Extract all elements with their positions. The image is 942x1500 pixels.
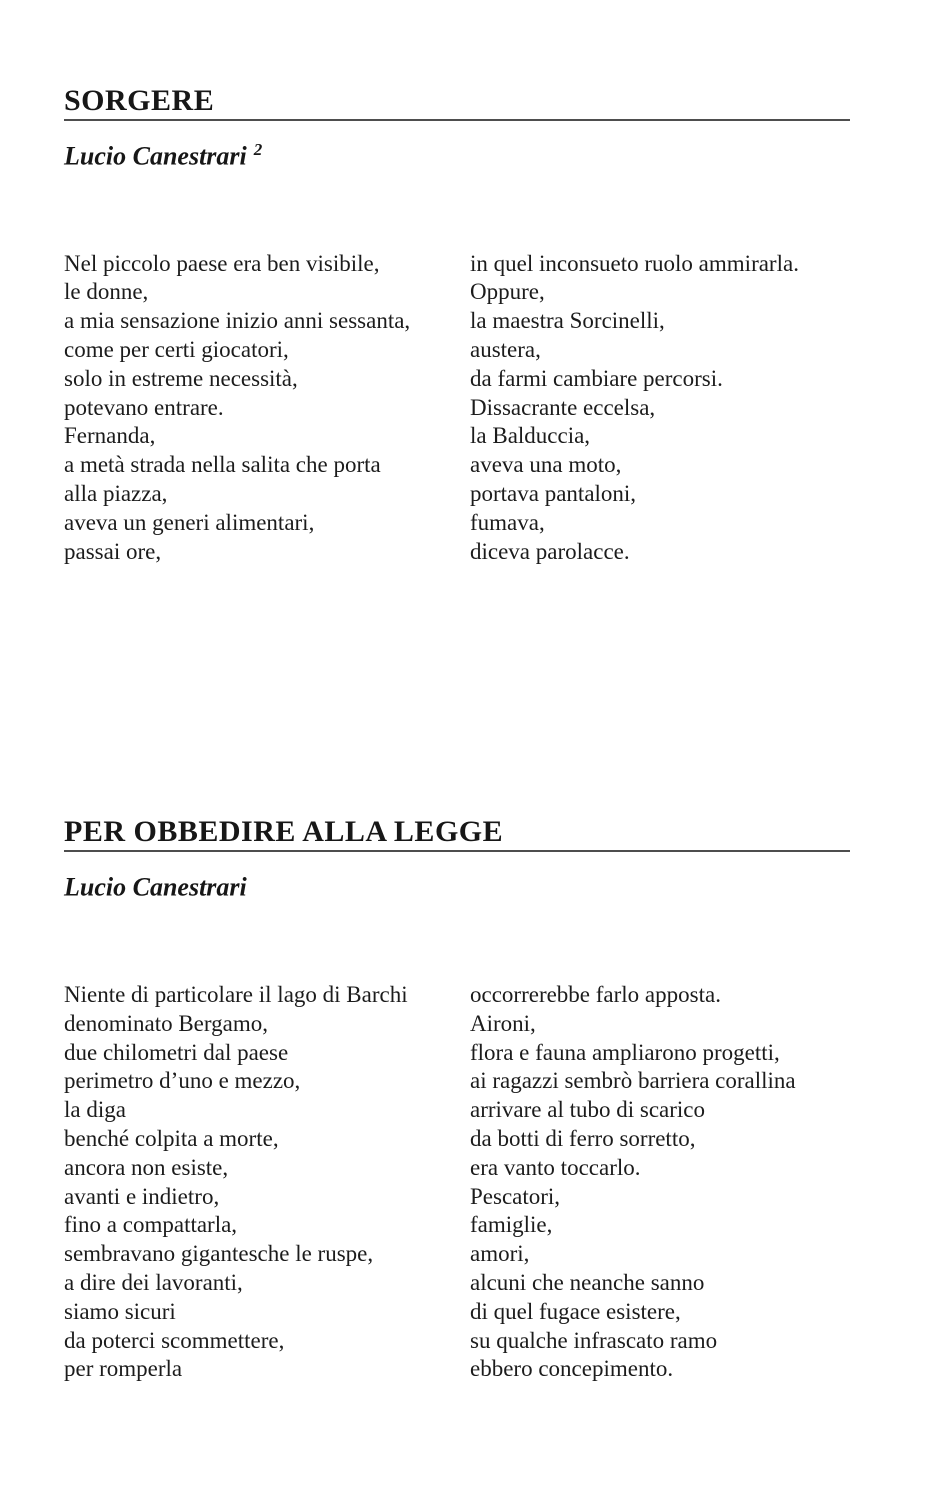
poem-line: famiglie, [470, 1212, 553, 1238]
poem-section-per-obbedire-alla-legge [64, 815, 850, 1384]
poem-title: PER OBBEDIRE ALLA LEGGE [64, 815, 504, 849]
poem-line: solo in estreme necessità, [64, 365, 298, 391]
poem-line: Aironi, [470, 1010, 536, 1036]
poem-line: la diga [64, 1097, 126, 1123]
poem-line: avanti e indietro, [64, 1183, 220, 1209]
poem-line: arrivare al tubo di scarico [470, 1097, 705, 1123]
poem-line: potevano entrare. [64, 394, 224, 420]
title-rule [64, 850, 850, 852]
poem-column-right [470, 250, 850, 567]
poem-line: di quel fugace esistere, [470, 1298, 681, 1324]
poem-line: da poterci scommettere, [64, 1327, 285, 1353]
poem-column-right [470, 981, 850, 1384]
poem-line: denominato Bergamo, [64, 1010, 268, 1036]
poem-line: ai ragazzi sembrò barriera corallina [470, 1068, 796, 1094]
poem-line: Dissacrante eccelsa, [470, 394, 656, 420]
poem-line: siamo sicuri [64, 1298, 176, 1324]
poem-title: SORGERE [64, 84, 215, 117]
poem-line: amori, [470, 1241, 530, 1267]
author-name: Lucio Canestrari [64, 141, 247, 171]
poem-column-left [64, 981, 470, 1384]
poem-author [64, 866, 850, 903]
poem-line: le donne, [64, 279, 149, 305]
poem-line: fumava, [470, 509, 545, 535]
poem-line: occorrerebbe farlo apposta. [470, 982, 721, 1008]
poem-line: fino a compattarla, [64, 1212, 238, 1238]
poem-line: Niente di particolare il lago di Barchi [64, 982, 408, 1008]
poem-line: Oppure, [470, 279, 545, 305]
poem-line: diceva parolacce. [470, 538, 630, 564]
poem-line: come per certi giocatori, [64, 337, 289, 363]
footnote-marker: 2 [253, 140, 263, 159]
poem-line: Pescatori, [470, 1183, 561, 1209]
poem-line: in quel inconsueto ruolo ammirarla. [470, 250, 799, 276]
poem-line: portava pantaloni, [470, 481, 637, 507]
title-rule [64, 119, 850, 121]
poem-line: ancora non esiste, [64, 1154, 229, 1180]
poem-line: a dire dei lavoranti, [64, 1270, 243, 1296]
poem-line: la Balduccia, [470, 423, 591, 449]
poem-line: da botti di ferro sorretto, [470, 1126, 696, 1152]
author-name: Lucio Canestrari [64, 873, 247, 903]
poem-line: aveva un generi alimentari, [64, 509, 315, 535]
poem-body [64, 981, 850, 1384]
poem-column-left [64, 250, 470, 567]
poem-line: alla piazza, [64, 481, 168, 507]
poem-line: la maestra Sorcinelli, [470, 308, 665, 334]
poem-author [64, 135, 850, 172]
poem-line: per romperla [64, 1356, 183, 1382]
poem-line: alcuni che neanche sanno [470, 1270, 705, 1296]
poem-line: ebbero concepimento. [470, 1356, 674, 1382]
poem-line: su qualche infrascato ramo [470, 1327, 718, 1353]
poem-line: austera, [470, 337, 541, 363]
poem-line: era vanto toccarlo. [470, 1154, 641, 1180]
poem-line: passai ore, [64, 538, 162, 564]
poem-line: da farmi cambiare percorsi. [470, 365, 723, 391]
poem-body [64, 250, 850, 567]
poem-line: a metà strada nella salita che porta [64, 452, 381, 478]
poem-line: benché colpita a morte, [64, 1126, 279, 1152]
poem-section-sorgere [64, 84, 850, 566]
poem-line: flora e fauna ampliarono progetti, [470, 1039, 780, 1065]
poem-line: a mia sensazione inizio anni sessanta, [64, 308, 411, 334]
poem-line: perimetro d’uno e mezzo, [64, 1068, 301, 1094]
poem-line: due chilometri dal paese [64, 1039, 289, 1065]
poem-line: Fernanda, [64, 423, 156, 449]
poem-line: Nel piccolo paese era ben visibile, [64, 250, 380, 276]
poem-line: aveva una moto, [470, 452, 622, 478]
poem-line: sembravano gigantesche le ruspe, [64, 1241, 374, 1267]
